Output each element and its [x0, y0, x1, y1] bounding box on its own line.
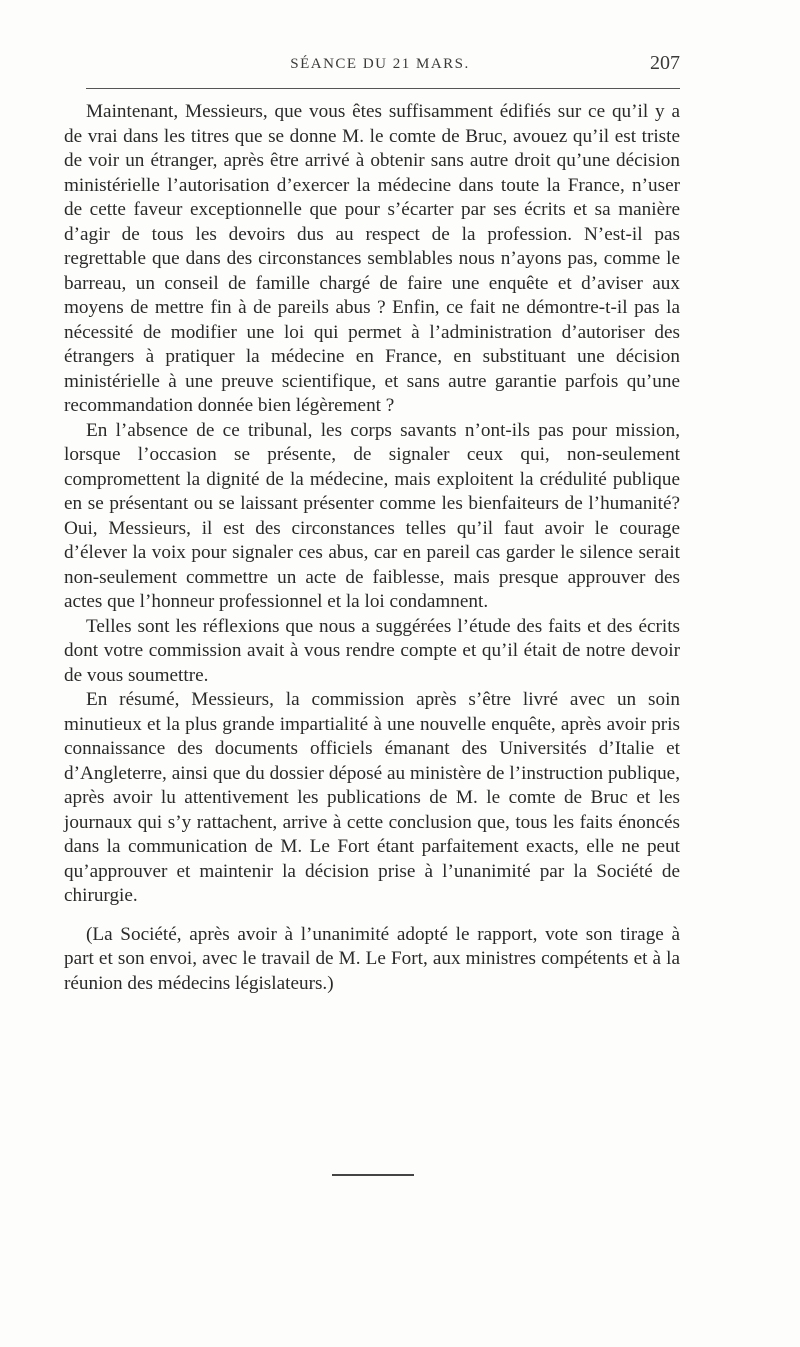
paragraph-3: Telles sont les réflexions que nous a suggérées l’étude des faits et des écrits dont votre commission avait à vous rendre compte et qu’il était de notre devoir de vous soumettre. — [64, 615, 680, 686]
header-rule — [86, 88, 680, 89]
end-rule — [332, 1174, 414, 1176]
closing-note: (La Société, après avoir à l’unanimité adopté le rapport, vote son tirage à part et son envoi, avec le travail de M. Le Fort, aux ministres compétents et à la réunion des médecins législateurs.) — [64, 923, 680, 994]
paragraph-2: En l’absence de ce tribunal, les corps savants n’ont-ils pas pour mission, lorsque l’occasion se présente, de signaler ceux qui, non-seulement compromettent la dignité de la médecine, mais exploitent la crédulité publique en se présentant ou se laissant présenter comme les bienfaiteurs de l’humanité? Oui, Messieurs, il est des circonstances telles qu’il faut avoir le courage d’élever la voix pour signaler ces abus, car en pareil cas garder le silence serait non-seulement commettre un acte de faiblesse, mais presque approuver des actes que l’honneur professionnel et la loi condamnent. — [64, 419, 680, 612]
running-head — [80, 50, 680, 82]
paragraph-1: Maintenant, Messieurs, que vous êtes suffisamment édifiés sur ce qu’il y a de vrai dans les titres que se donne M. le comte de Bruc, avouez qu’il est triste de voir un étranger, après être arrivé à obtenir sans autre droit qu’une décision ministérielle l’autorisation d’exercer la médecine dans toute la France, n’user de cette faveur exceptionnelle que pour s’écarter par ses écrits et sa manière d’agir de tous les devoirs dus au respect de la profession. N’est-il pas regrettable que dans des circonstances semblables nous n’ayons pas, comme le barreau, un conseil de famille chargé de faire une enquête et d’aviser aux moyens de mettre fin à de pareils abus ? Enfin, ce fait ne démontre-t-il pas la nécessité de modifier une loi qui permet à l’administration d’autoriser des étrangers à pratiquer la médecine en France, en substituant une décision ministérielle à une preuve scientifique, et sans autre garantie parfois qu’une recommandation donnée bien légèrement ? — [64, 101, 680, 416]
paragraph-4: En résumé, Messieurs, la commission après s’être livré avec un soin minutieux et la plus grande impartialité à une nouvelle enquête, après avoir pris connaissance des documents officiels émanant des Universités d’Italie et d’Angleterre, ainsi que du dossier déposé au ministère de l’instruction publique, après avoir lu attentivement les publications de M. le comte de Bruc et les journaux qui s’y rattachent, arrive à cette conclusion que, tous les faits énoncés dans la communication de M. Le Fort étant parfaitement exacts, elle ne peut qu’approuver et maintenir la décision prise à l’unanimité par la Société de chirurgie. — [64, 689, 680, 906]
running-title: SÉANCE DU 21 MARS. — [290, 56, 470, 72]
page-number: 207 — [650, 52, 680, 74]
body-text — [64, 100, 680, 996]
